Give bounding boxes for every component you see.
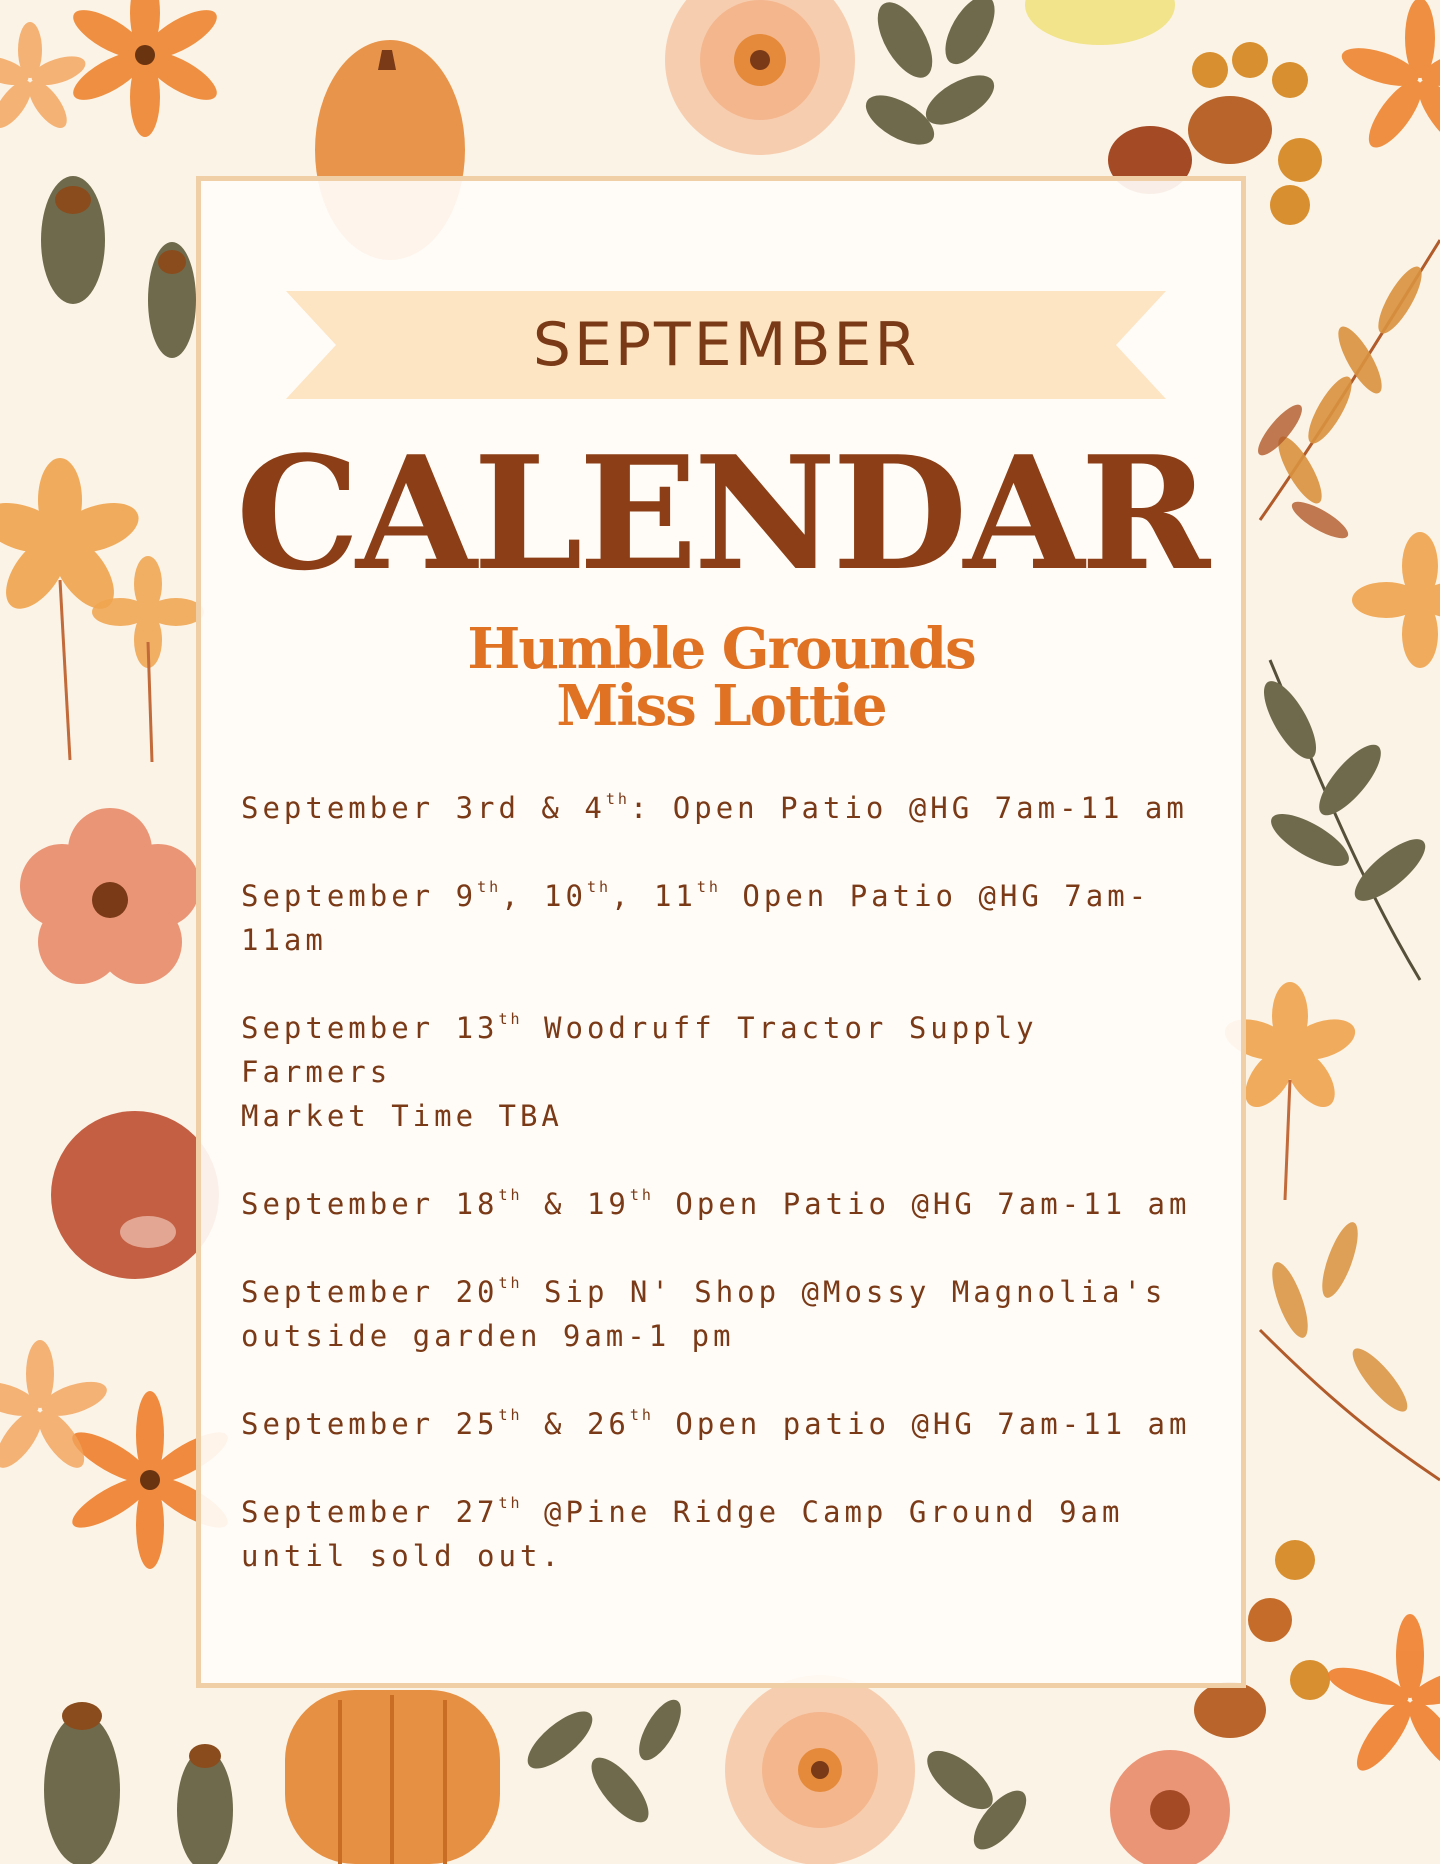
leaf-branch-icon [1260,1218,1440,1480]
month-ribbon [286,291,1166,399]
orange-flower-icon [1352,532,1440,668]
event-text: September 27 [241,1495,499,1529]
event-text: , 10 [501,879,587,913]
ordinal-suffix: th [605,790,630,808]
page-title: CALENDAR [235,422,1207,605]
ordinal-suffix: th [498,1274,523,1292]
acorn-icon [41,176,196,358]
ordinal-suffix: th [477,878,502,896]
ordinal-suffix: th [498,1186,523,1204]
leaf-branch-icon [858,0,1004,155]
event-text: & 26 [522,1407,630,1441]
calendar-card [196,176,1246,1688]
event-text: Open Patio @HG 7am- 11am [241,879,1151,957]
event-text: September 18 [241,1187,499,1221]
event-text: September 3rd & 4 [241,791,606,825]
pumpkin-icon [285,1690,500,1864]
event-item [241,874,1231,962]
orange-flower-icon [1324,1614,1440,1778]
rose-icon [665,0,855,155]
rose-icon [725,1675,915,1864]
orange-flower-icon [0,22,89,134]
event-text: , 11 [611,879,697,913]
event-text: @Pine Ridge Camp Ground 9am until sold out. [241,1495,1124,1573]
event-item [241,1182,1231,1226]
lemon-icon [1025,0,1175,45]
event-text: & 19 [522,1187,630,1221]
event-text: Open Patio @HG 7am-11 am [653,1187,1191,1221]
orange-flower-icon [66,0,223,137]
event-item [241,786,1231,830]
event-list [241,786,1231,1622]
event-item [241,1490,1231,1578]
event-text: September 13 [241,1011,499,1045]
ordinal-suffix: th [696,878,721,896]
apple-icon [51,1111,219,1279]
event-text: Woodruff Tractor Supply Farmers Market Time TBA [241,1011,1038,1133]
event-text: September 25 [241,1407,499,1441]
ordinal-suffix: th [629,1406,654,1424]
event-text: : Open Patio @HG 7am-11 am [629,791,1188,825]
rose-icon [1110,1750,1230,1864]
event-text: September 9 [241,879,478,913]
ordinal-suffix: th [586,878,612,896]
rose-icon [20,808,200,984]
orange-flower-icon [1337,0,1440,155]
leaf-branch-icon [1254,660,1434,980]
event-text: Open patio @HG 7am-11 am [653,1407,1191,1441]
ordinal-suffix: th [498,1494,523,1512]
event-item [241,1402,1231,1446]
ordinal-suffix: th [629,1186,654,1204]
event-item [241,1270,1231,1358]
acorn-icon [44,1702,233,1864]
subtitle-line-1: Humble Grounds [467,616,975,682]
ordinal-suffix: th [498,1010,523,1028]
month-label: SEPTEMBER [532,310,920,380]
event-text: September 20 [241,1275,499,1309]
leaf-branch-icon [1252,240,1440,545]
ordinal-suffix: th [498,1406,523,1424]
event-text: Sip N' Shop @Mossy Magnolia's outside garden 9am-1 pm [241,1275,1167,1353]
event-item [241,1006,1231,1138]
subtitle-line-2: Miss Lottie [556,673,886,739]
